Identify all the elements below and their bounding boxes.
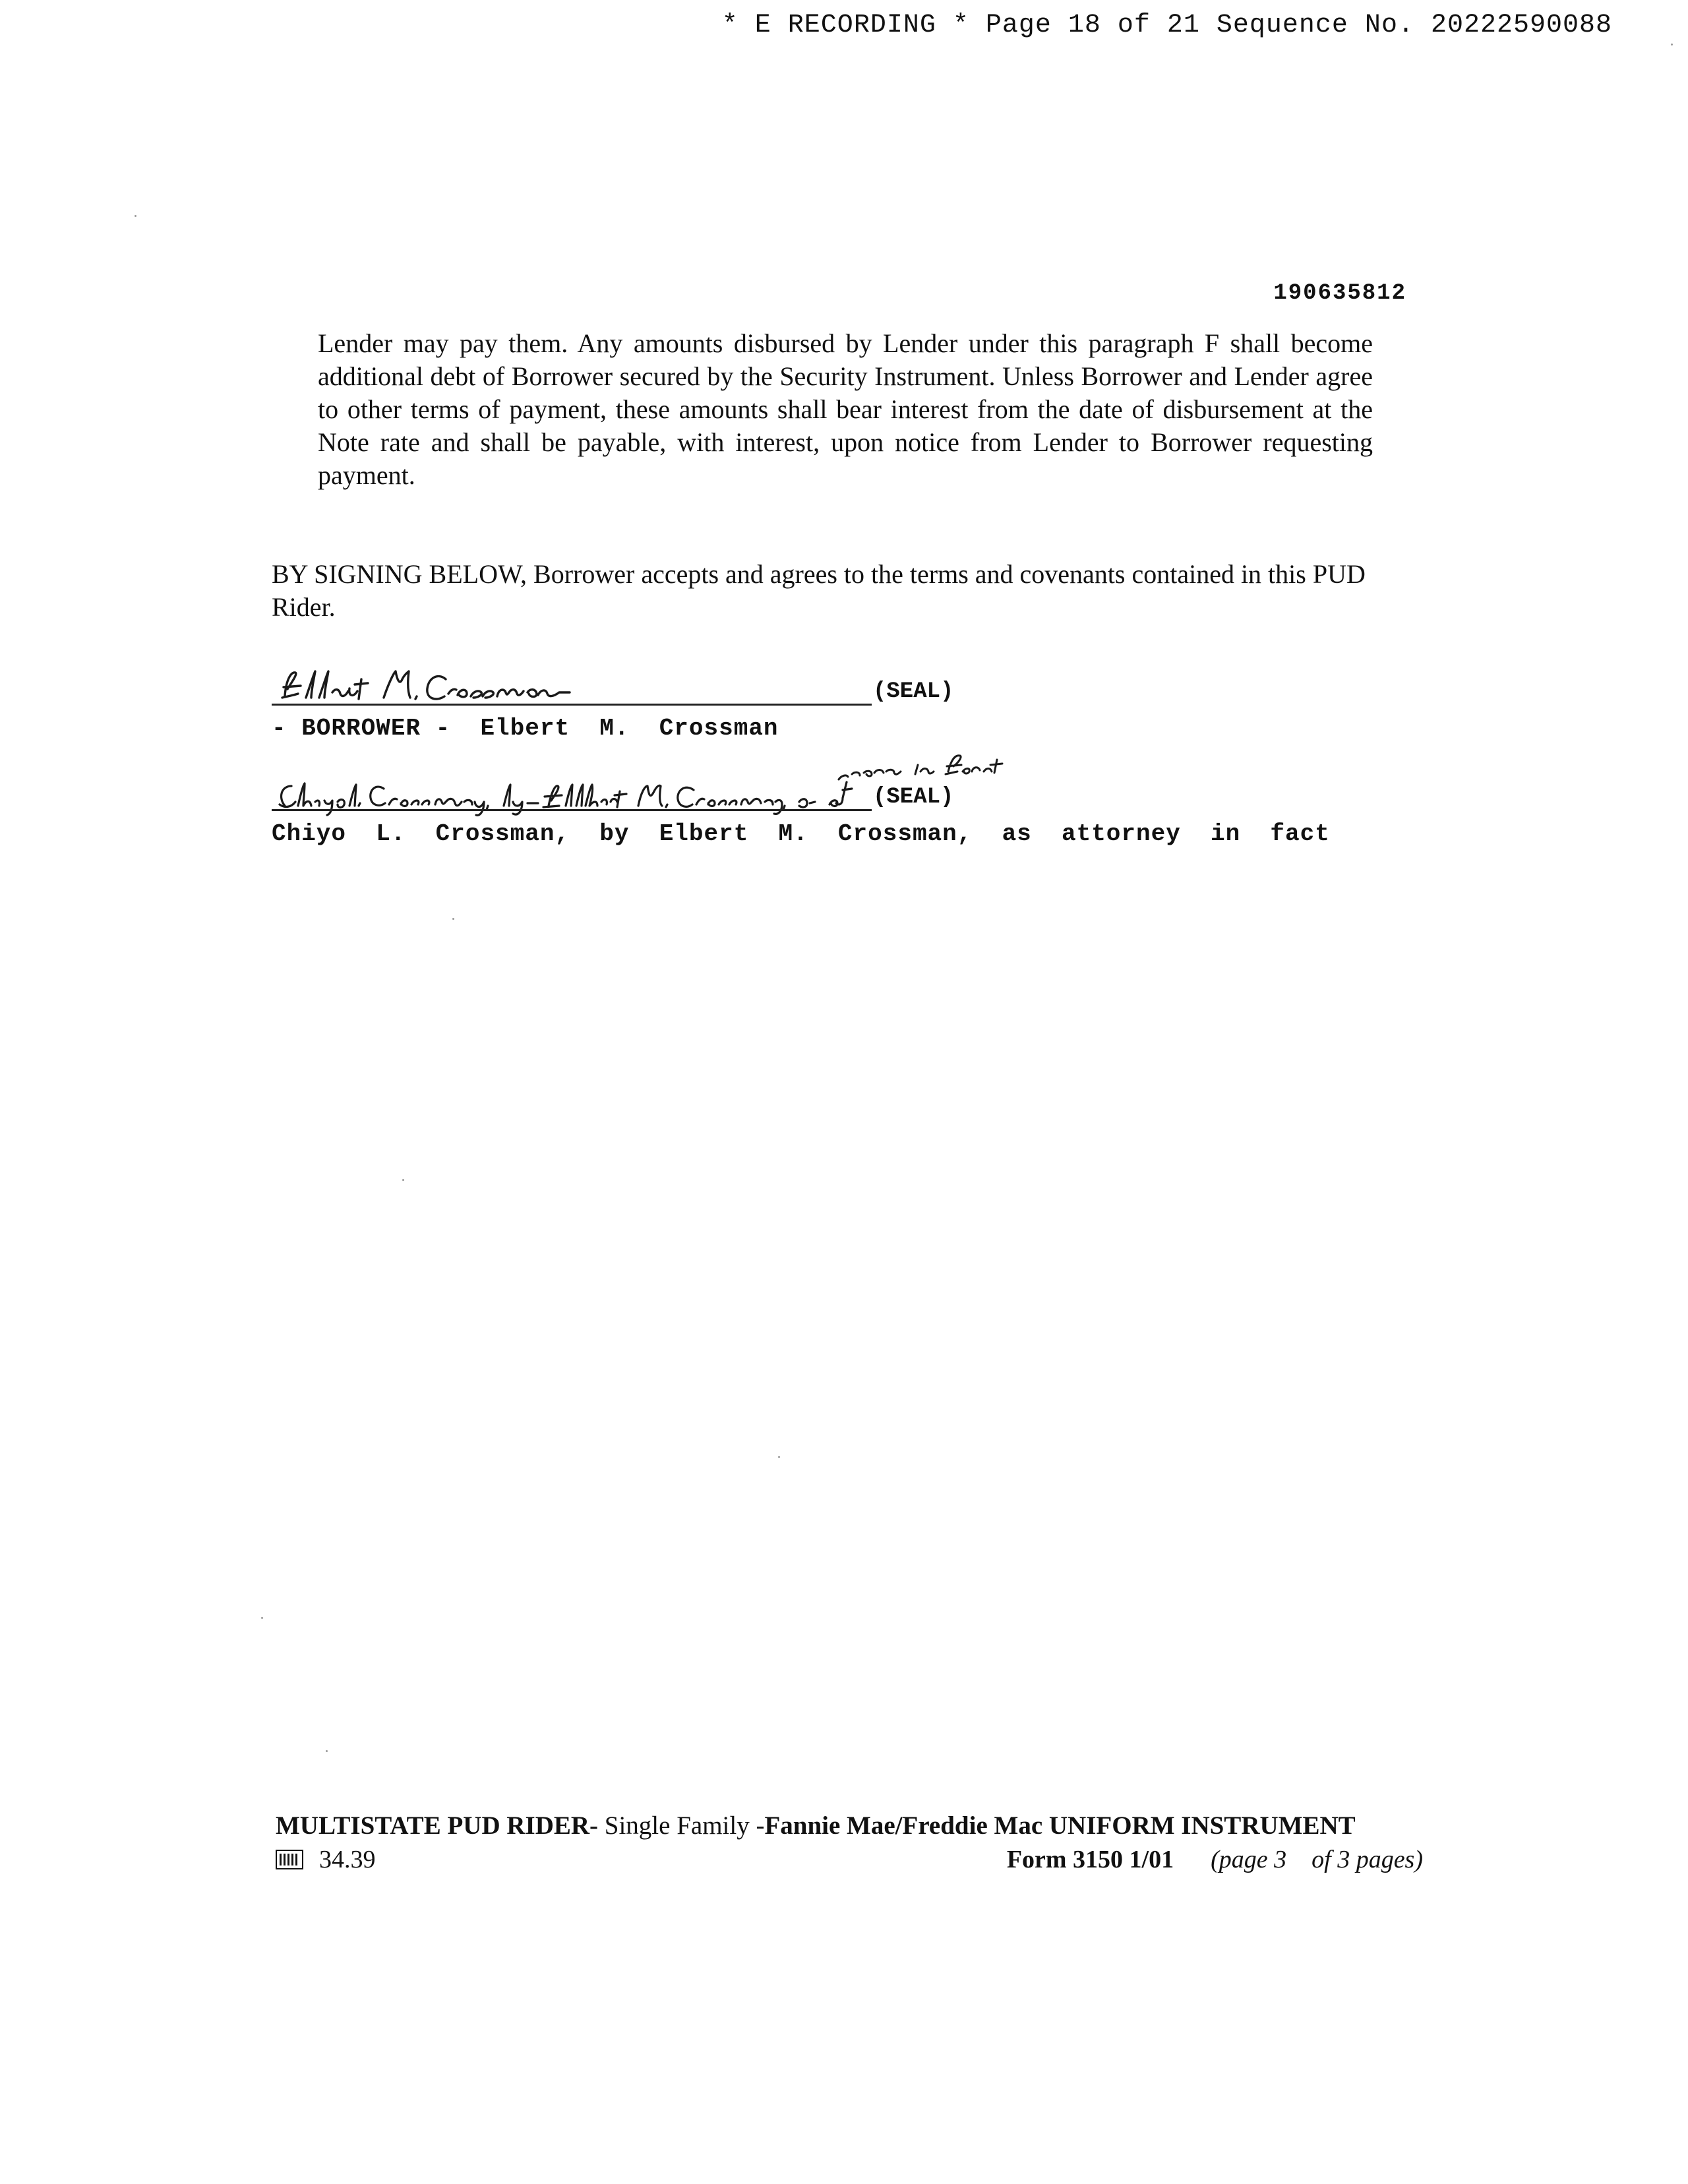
- scan-speck: [402, 1179, 404, 1181]
- scan-speck: [1671, 44, 1673, 46]
- signature-block-attorney-in-fact: [272, 772, 1330, 847]
- signature-line: [272, 666, 954, 712]
- signing-statement: BY SIGNING BELOW, Borrower accepts and agrees to the terms and covenants contained in this PUD Rider.: [272, 559, 1366, 622]
- signature-rule: [272, 809, 872, 811]
- scan-speck: [326, 1750, 328, 1752]
- scan-speck: [135, 215, 136, 217]
- footer-title-part: Single Family -: [598, 1811, 765, 1840]
- footer-form-code: [276, 1845, 376, 1874]
- form-code: 34.39: [319, 1846, 376, 1873]
- scan-speck: [452, 918, 454, 920]
- signature-line: [272, 772, 1330, 818]
- footer-form-number: [1007, 1845, 1423, 1874]
- signature-block-borrower: [272, 666, 954, 742]
- borrower-printed-name: - BORROWER - Elbert M. Crossman: [272, 715, 779, 742]
- seal-label: (SEAL): [873, 679, 954, 704]
- seal-label: (SEAL): [873, 785, 954, 810]
- attorney-in-fact-printed-name: Chiyo L. Crossman, by Elbert M. Crossman, as attorney in fact: [272, 820, 1330, 847]
- form-number: Form 3150 1/01: [1006, 1846, 1174, 1873]
- form-stamp-icon: [276, 1850, 303, 1869]
- recording-header: * E RECORDING * Page 18 of 21 Sequence No. 20222590088: [721, 11, 1612, 40]
- page-info: (page 3 of 3 pages): [1211, 1846, 1423, 1873]
- footer-form-title: [276, 1811, 1356, 1840]
- footer-title-part: Fannie Mae/Freddie Mac UNIFORM INSTRUMENT: [764, 1811, 1356, 1840]
- loan-number: 190635812: [1273, 281, 1406, 306]
- signature-rule: [272, 704, 872, 706]
- paragraph-f-continuation: Lender may pay them. Any amounts disbursed by Lender under this paragraph F shall become additional debt of Borrower secured by the Security Instrument. Unless Borrower and Lender agree to other terms of payment, these amounts shall bear interest from the date of disbursement at the Note rate and shall be payable, with interest, upon notice from Lender to Borrower requesting payment.: [318, 328, 1373, 490]
- footer-title-part: MULTISTATE PUD RIDER-: [276, 1811, 599, 1840]
- scan-speck: [778, 1456, 780, 1458]
- scan-speck: [261, 1617, 263, 1619]
